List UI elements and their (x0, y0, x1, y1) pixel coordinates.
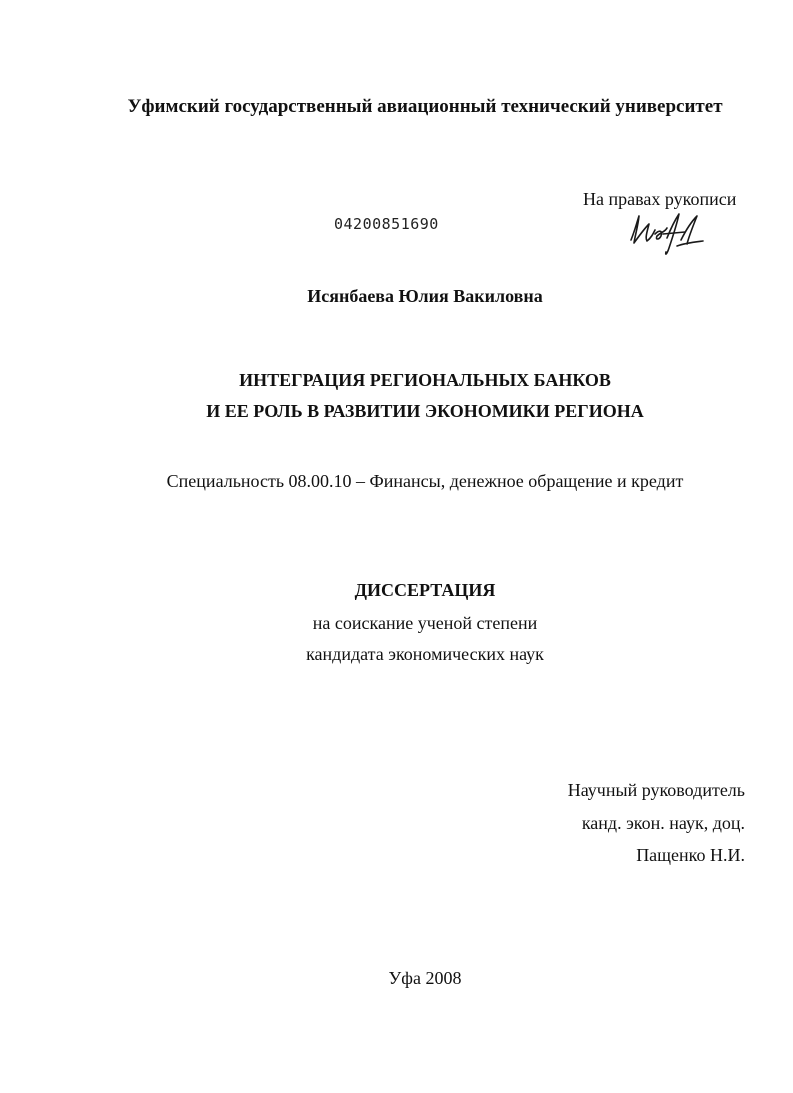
specialty: Специальность 08.00.10 – Финансы, денежное обращение и кредит (166, 471, 684, 491)
degree-line-1: на соискание ученой степени (312, 613, 538, 633)
dissertation-title-line-2: И ЕЕ РОЛЬ В РАЗВИТИИ ЭКОНОМИКИ РЕГИОНА (206, 401, 644, 421)
city-year: Уфа 2008 (388, 968, 462, 988)
work-type: ДИССЕРТАЦИЯ (354, 580, 496, 600)
university-name: Уфимский государственный авиационный технический университет (127, 96, 723, 117)
dissertation-title-line-1: ИНТЕГРАЦИЯ РЕГИОНАЛЬНЫХ БАНКОВ (239, 370, 611, 390)
supervisor-credentials: канд. экон. наук, доц. (581, 813, 745, 833)
author-name: Исянбаева Юлия Вакиловна (307, 286, 543, 306)
degree-line-2: кандидата экономических наук (306, 644, 544, 664)
archive-number: 04200851690 (334, 215, 439, 233)
supervisor-name: Пащенко Н.И. (636, 845, 745, 865)
supervisor-role: Научный руководитель (567, 780, 745, 800)
rights-note: На правах рукописи (583, 189, 737, 209)
handwritten-signature-icon (625, 210, 705, 258)
